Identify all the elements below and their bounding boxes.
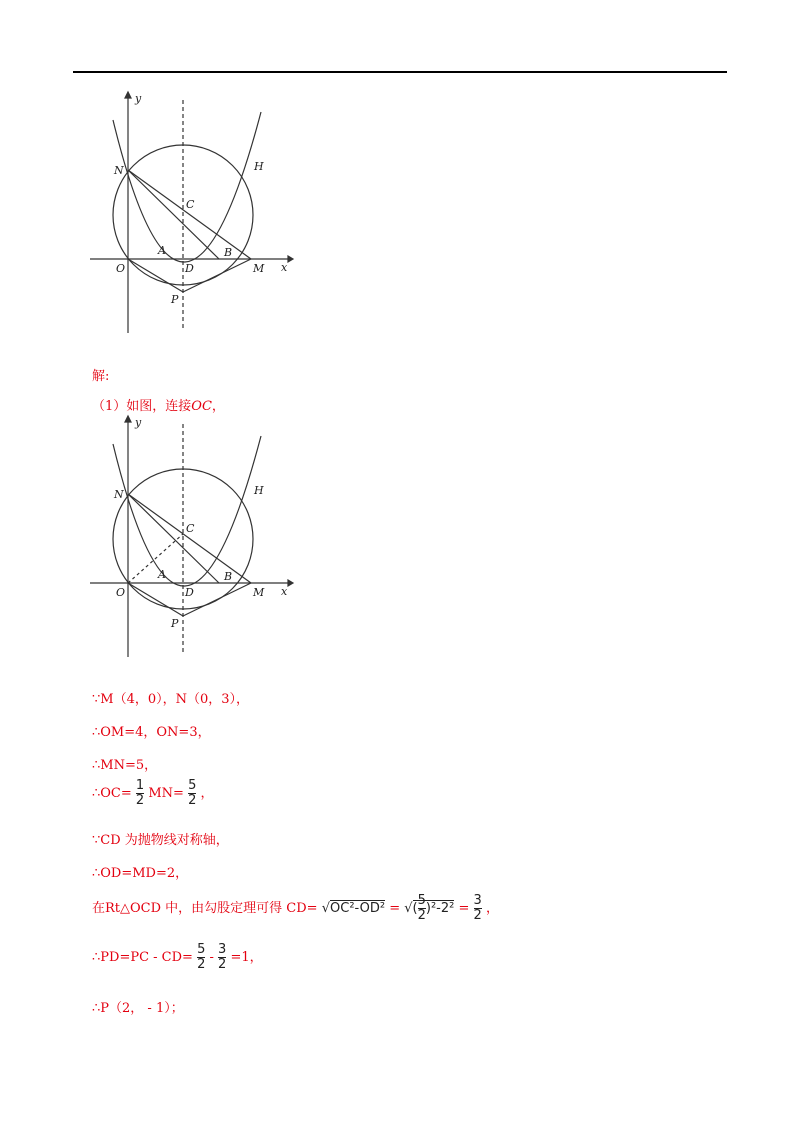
geometry-diagram [78, 88, 298, 338]
svg-text:C: C [186, 522, 195, 535]
line-5: ∵CD 为抛物线对称轴， [92, 833, 229, 848]
svg-text:O: O [116, 586, 126, 599]
line-1: ∵M（4，0），N（0，3）， [92, 692, 250, 707]
header-rule [73, 71, 727, 73]
svg-text:N: N [114, 488, 124, 501]
line-OP [128, 259, 183, 292]
line-4: ∴OC= $\frac{1}{2}$ MN= $\frac{5}{2}$ ， [92, 778, 214, 808]
parabola [113, 112, 261, 262]
svg-text:x: x [281, 585, 288, 598]
step-1: （1）如图，连接OC， [92, 399, 225, 414]
line-6: ∴OD=MD=2， [92, 866, 189, 881]
solution-heading: 解: [92, 369, 110, 384]
svg-text:y: y [135, 416, 142, 429]
line-9: ∴P（2， - 1）； [92, 1001, 184, 1016]
svg-text:B: B [224, 570, 233, 583]
svg-text:A: A [158, 568, 166, 581]
sqrt-five-half: √( $\frac{5}{2}$ )²-2² [404, 893, 455, 923]
line-3: ∴MN=5， [92, 758, 158, 773]
label-O: O [116, 262, 126, 275]
fraction-three-half-2: $\frac{3}{2}$ [218, 942, 227, 972]
svg-text:D: D [185, 586, 194, 599]
geometry-diagram-2 [78, 412, 298, 662]
y-arrow [125, 92, 131, 98]
line-NM [128, 170, 251, 259]
label-C: C [186, 198, 195, 211]
label-P: P [171, 293, 179, 306]
label-D: D [185, 262, 194, 275]
figure-1 [78, 88, 298, 338]
x-arrow [288, 256, 293, 262]
svg-text:H: H [254, 484, 264, 497]
line-2: ∴OM=4，ON=3， [92, 725, 211, 740]
label-A: A [158, 244, 166, 257]
label-y: y [135, 92, 142, 105]
fraction-one-half: $\frac{1}{2}$ [135, 778, 145, 808]
label-B: B [224, 246, 233, 259]
fraction-five-half-2: $\frac{5}{2}$ [197, 942, 206, 972]
label-H: H [254, 160, 264, 173]
svg-text:P: P [171, 617, 179, 630]
line-OC [128, 534, 183, 583]
fraction-three-half: $\frac{3}{2}$ [473, 893, 482, 923]
svg-text:M: M [253, 586, 265, 599]
sqrt-oc-od: √OC²-OD² [321, 901, 386, 916]
line-7: 在Rt△OCD 中，由勾股定理可得 CD= √OC²-OD² = √( $\frac{5}{2}$ )²-2² = $\frac{3}{2}$ ， [92, 893, 499, 923]
line-8: ∴PD=PC - CD= $\frac{5}{2}$ - $\frac{3}{2}$ =1， [92, 942, 263, 972]
line-NB [128, 170, 219, 259]
figure-2 [78, 412, 298, 662]
label-x: x [281, 261, 288, 274]
fraction-five-half: $\frac{5}{2}$ [188, 778, 197, 808]
label-N: N [114, 164, 124, 177]
label-M: M [253, 262, 265, 275]
